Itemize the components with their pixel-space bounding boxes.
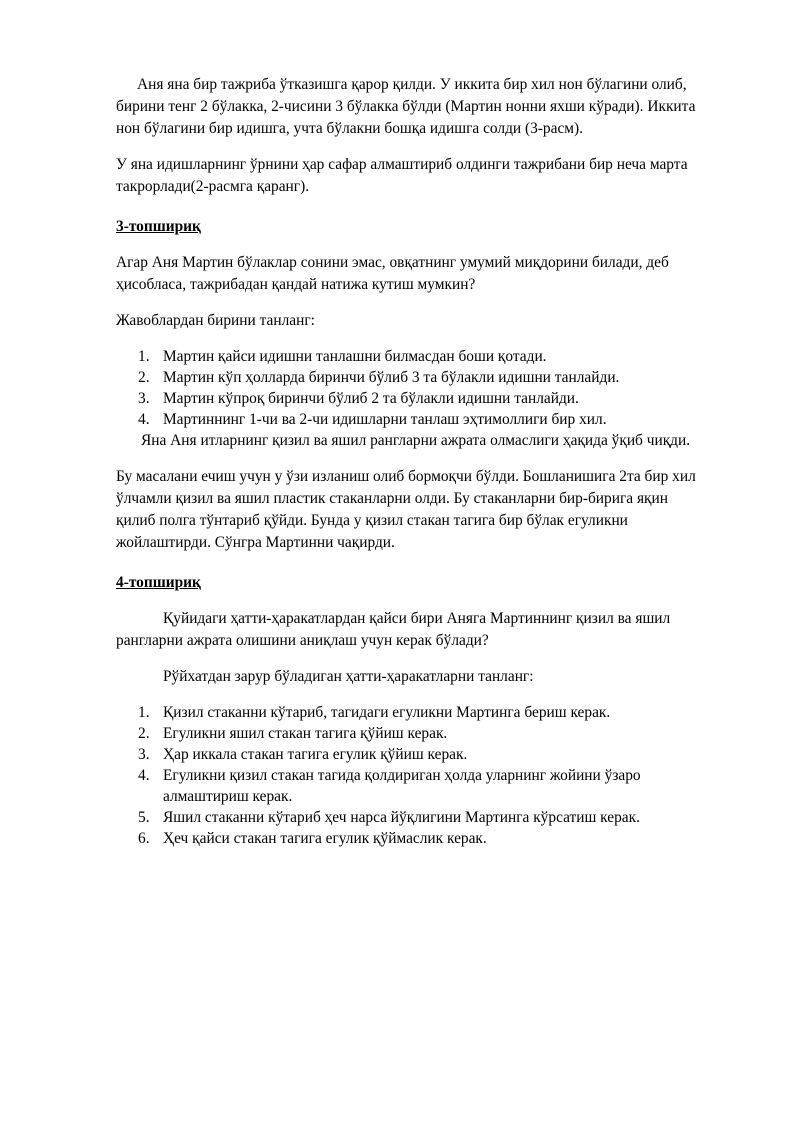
option-number: 1. <box>138 704 150 721</box>
task3-options-list <box>116 346 706 430</box>
option-number: 1. <box>138 348 150 365</box>
task4-options-list <box>116 702 706 849</box>
option-text: Мартин қайси идишни танлашни билмасдан боши қотади. <box>163 348 547 365</box>
option-text: Егуликни қизил стакан тагида қолдириган ҳолда уларнинг жойини ўзаро алмаштириш керак. <box>163 767 641 805</box>
option-text: Мартиннинг 1-чи ва 2-чи идишларни танлаш эҳтимоллиги бир хил. <box>163 411 607 428</box>
task4-instruction: Рўйхатдан зарур бўладиган ҳатти-ҳаракатларни танланг: <box>163 668 534 685</box>
option-text: Мартин кўп ҳолларда биринчи бўлиб 3 та бўлакли идишни танлайди. <box>163 369 620 386</box>
option-number: 3. <box>138 390 150 407</box>
task3-after-list-text: Яна Аня итларнинг қизил ва яшил рангларни ажрата олмаслиги ҳақида ўқиб чиқди. <box>141 432 691 449</box>
task3-option <box>116 388 706 409</box>
option-number: 2. <box>138 369 150 386</box>
task3-question: Агар Аня Мартин бўлаклар сонини эмас, овқатнинг умумий миқдорини билади, деб ҳисобласа, тажрибадан қандай натижа кутиш мумкин? <box>116 254 669 293</box>
option-text: Мартин кўпроқ биринчи бўлиб 2 та бўлакли идишни танлайди. <box>163 390 579 407</box>
option-number: 4. <box>138 411 150 428</box>
task3-instruction: Жавоблардан бирини танланг: <box>116 312 315 329</box>
option-text: Егуликни яшил стакан тагига қўйиш керак. <box>163 725 448 742</box>
task3-option <box>116 346 706 367</box>
task3-heading: 3-топшириқ <box>116 218 201 235</box>
task3-option <box>116 409 706 430</box>
task4-option <box>116 723 706 744</box>
task4-option <box>116 765 706 807</box>
task4-option <box>116 828 706 849</box>
option-number: 5. <box>138 809 150 826</box>
task3-option <box>116 367 706 388</box>
option-text: Ҳар иккала стакан тагига егулик қўйиш керак. <box>163 746 468 763</box>
option-number: 2. <box>138 725 150 742</box>
task4-option <box>116 744 706 765</box>
document-page <box>116 74 706 849</box>
option-number: 6. <box>138 830 150 847</box>
task4-heading: 4-топшириқ <box>116 574 201 591</box>
task4-option <box>116 807 706 828</box>
paragraph-experiment-intro: Аня яна бир тажриба ўтказишга қарор қилди. У иккита бир хил нон бўлагини олиб, бирини тенг 2 бўлакка, 2-чисини 3 бўлакка бўлди (Мартин нонни яхши кўради). Иккита нон бўлагини бир идишга, учта бўлакни бошқа идишга солди (3-расм). <box>116 76 696 137</box>
task4-question: Қуйидаги ҳатти-ҳаракатлардан қайси бири Аняга Мартиннинг қизил ва яшил рангларни ажрата олишини аниқлаш учун керак бўлади? <box>116 610 671 649</box>
option-text: Қизил стаканни кўтариб, тагидаги егуликни Мартинга бериш керак. <box>163 704 611 721</box>
option-text: Ҳеч қайси стакан тагига егулик қўймаслик керак. <box>163 830 487 847</box>
option-number: 4. <box>138 767 150 784</box>
paragraph-research: Бу масалани ечиш учун у ўзи изланиш олиб бормоқчи бўлди. Бошланишига 2та бир хил ўлчамли қизил ва яшил пластик стаканларни олди. Бу стаканларни бир-бирига яқин қилиб полга тўнтариб қўйди. Бунда у қизил стакан тагига бир бўлак егуликни жойлаштирди. Сўнгра Мартинни чақирди. <box>116 468 696 551</box>
option-number: 3. <box>138 746 150 763</box>
paragraph-experiment-repeat: У яна идишларнинг ўрнини ҳар сафар алмаштириб олдинги тажрибани бир неча марта такрорлади(2-расмга қаранг). <box>116 156 688 195</box>
task4-option <box>116 702 706 723</box>
option-text: Яшил стаканни кўтариб ҳеч нарса йўқлигини Мартинга кўрсатиш керак. <box>163 809 640 826</box>
